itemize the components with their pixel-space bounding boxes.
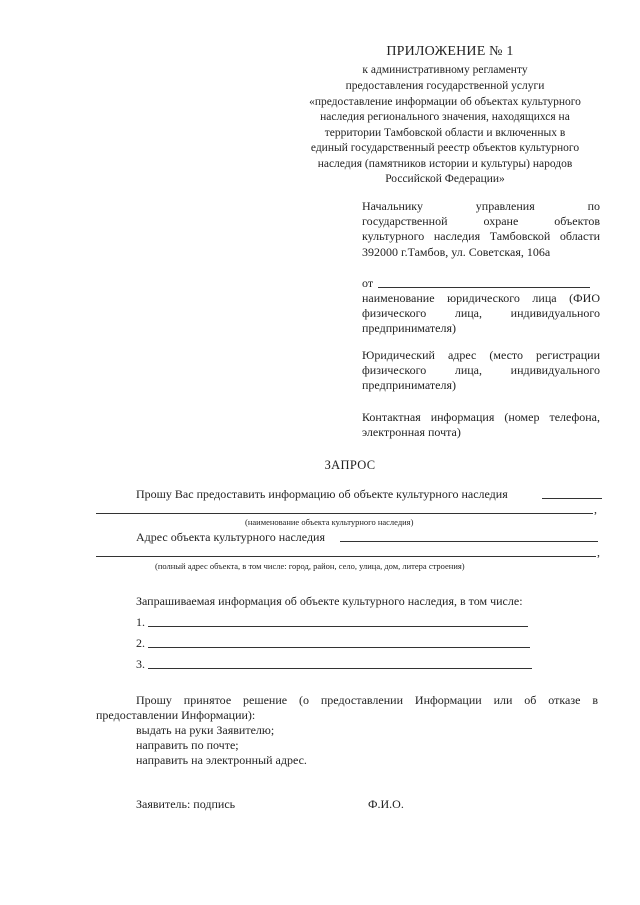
addressee-line: государственной охране объектов [362, 214, 600, 228]
object-address-label: Адрес объекта культурного наследия [136, 530, 325, 544]
requested-item-number: 2. [136, 636, 145, 650]
option-email: направить на электронный адрес. [136, 753, 307, 767]
requested-item-input-line[interactable] [148, 668, 532, 669]
fio-label: Ф.И.О. [368, 797, 404, 811]
appendix-line: территории Тамбовской области и включенных в [324, 127, 566, 139]
from-input-line[interactable] [378, 287, 590, 288]
object-name-input-line-2[interactable] [96, 513, 593, 514]
addressee-line: культурного наследия Тамбовской области [362, 229, 600, 243]
option-hand-delivery: выдать на руки Заявителю; [136, 723, 275, 737]
requested-item-number: 1. [136, 615, 145, 629]
line-end-mark: , [594, 502, 597, 516]
legal-address-caption: Юридический адрес (место регистрации [362, 348, 600, 362]
addressee-line: Начальнику управления по [362, 199, 600, 213]
legal-address-caption: предпринимателя) [362, 378, 456, 392]
signature-label: Заявитель: подпись [136, 797, 236, 811]
appendix-line: наследия (памятников истории и культуры) народов [317, 158, 573, 170]
appendix-line: «предоставление информации об объектах культурного [309, 96, 581, 108]
applicant-name-caption: наименование юридического лица (ФИО [362, 291, 600, 305]
requested-info-label: Запрашиваемая информация об объекте культурного наследия, в том числе: [136, 594, 523, 608]
from-label: от [362, 276, 374, 290]
applicant-name-caption: физического лица, индивидуального [362, 306, 600, 320]
request-title: ЗАПРОС [324, 458, 376, 472]
object-address-input-line[interactable] [340, 541, 598, 542]
appendix-line: предоставления государственной услуги [345, 80, 545, 92]
contact-caption: электронная почта) [362, 425, 461, 439]
request-intro-text: Прошу Вас предоставить информацию об объекте культурного наследия [136, 487, 508, 501]
object-name-caption: (наименование объекта культурного наследия) [245, 517, 414, 527]
appendix-line: к административному регламенту [362, 64, 528, 76]
decision-text-line-1: Прошу принятое решение (о предоставлении Информации или об отказе в [136, 693, 598, 707]
addressee-line: 392000 г.Тамбов, ул. Советская, 106а [362, 245, 551, 259]
decision-text-line-2: предоставлении Информации): [96, 708, 256, 722]
object-address-caption: (полный адрес объекта, в том числе: город, район, село, улица, дом, литера строения) [155, 561, 465, 571]
appendix-line: наследия регионального значения, находящихся на [320, 111, 570, 123]
contact-caption: Контактная информация (номер телефона, [362, 410, 600, 424]
line-end-mark: , [597, 545, 600, 559]
appendix-title: ПРИЛОЖЕНИЕ № 1 [386, 44, 514, 59]
appendix-line: Российской Федерации» [385, 173, 505, 185]
applicant-name-caption: предпринимателя) [362, 321, 456, 335]
option-post: направить по почте; [136, 738, 239, 752]
object-name-input-line[interactable] [542, 498, 602, 499]
object-address-input-line-2[interactable] [96, 556, 596, 557]
requested-item-number: 3. [136, 657, 145, 671]
requested-item-input-line[interactable] [148, 647, 530, 648]
requested-item-input-line[interactable] [148, 626, 528, 627]
legal-address-caption: физического лица, индивидуального [362, 363, 600, 377]
appendix-line: единый государственный реестр объектов культурного [310, 142, 580, 154]
